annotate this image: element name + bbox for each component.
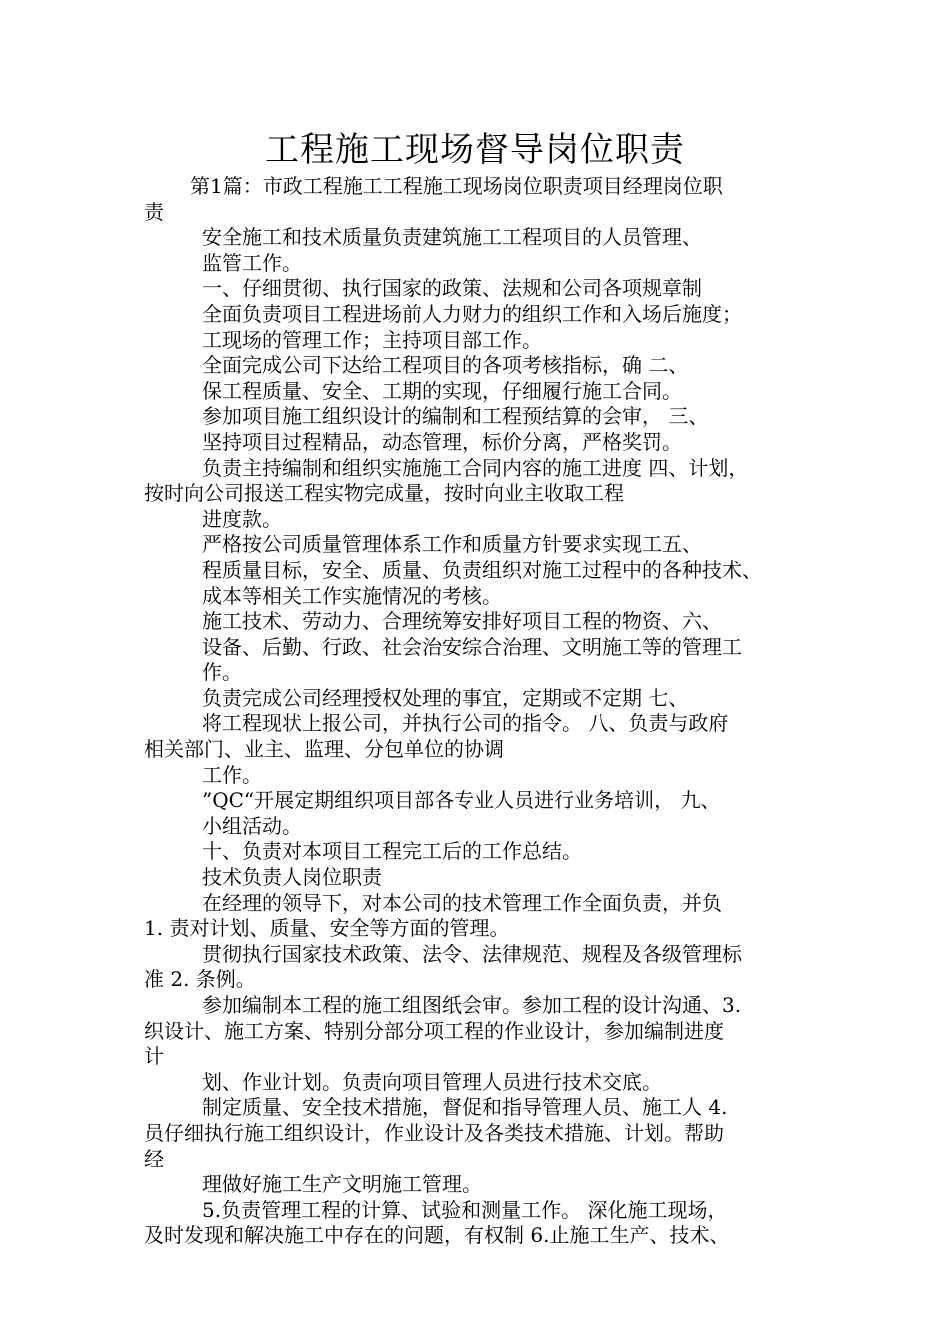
text-line: 1. 责对计划、质量、安全等方面的管理。 [144,916,510,941]
text-line: 第1篇：市政工程施工工程施工现场岗位职责项目经理岗位职 [190,174,723,198]
text-line: 设备、后勤、行政、社会治安综合治理、文明施工等的管理工 [202,634,742,659]
text-line: 负责完成公司经理授权处理的事宜，定期或不定期 七、 [202,685,689,710]
text-line: 准 2. 条例。 [144,967,256,992]
text-line: 及时发现和解决施工中存在的问题，有权制 6.止施工生产、技术、 [144,1223,730,1248]
text-line: 保工程质量、安全、工期的实现，仔细履行施工合同。 [202,378,682,403]
text-line: 将工程现状上报公司，并执行公司的指令。 八、负责与政府 [202,711,729,736]
text-line: 工现场的管理工作；主持项目部工作。 [202,327,542,352]
text-line: 5.负责管理工程的计算、试验和测量工作。 深化施工现场， [202,1197,728,1222]
text-line: ”QC“开展定期组织项目部各专业人员进行业务培训， 九、 [202,788,721,813]
text-line: 监管工作。 [202,250,302,275]
text-line: 划、作业计划。负责向项目管理人员进行技术交底。 [202,1069,662,1094]
text-line: 按时向公司报送工程实物完成量，按时向业主收取工程 [144,481,624,506]
text-line: 程质量目标，安全、质量、负责组织对施工过程中的各种技术、 [202,557,762,582]
text-line: 理做好施工生产文明施工管理。 [202,1172,482,1197]
text-line: 一、仔细贯彻、执行国家的政策、法规和公司各项规章制 [202,276,702,301]
text-line: 坚持项目过程精品，动态管理，标价分离，严格奖罚。 [202,429,682,454]
text-line: 计 [144,1044,164,1069]
text-line: 制定质量、安全技术措施，督促和指导管理人员、施工人 4. [202,1095,728,1120]
text-line: 作。 [202,660,242,685]
text-line: 责 [144,199,164,224]
text-line: 成本等相关工作实施情况的考核。 [202,583,502,608]
document-body [144,174,824,1249]
text-line: 参加项目施工组织设计的编制和工程预结算的会审， 三、 [202,404,709,429]
text-line: 全面负责项目工程进场前人力财力的组织工作和入场后施度； [202,301,742,326]
text-line: 全面完成公司下达给工程项目的各项考核指标，确 二、 [202,353,689,378]
document-title: 工程施工现场督导岗位职责 [265,130,685,170]
text-line: 在经理的领导下，对本公司的技术管理工作全面负责，并负 [202,890,722,915]
text-line: 贯彻执行国家技术政策、法令、法律规范、规程及各级管理标 [202,941,742,966]
text-line: 经 [144,1146,164,1171]
text-line: 负责主持编制和组织实施施工合同内容的施工进度 四、计划， [202,455,749,480]
text-line: 员仔细执行施工组织设计，作业设计及各类技术措施、计划。帮助 [144,1120,724,1145]
text-line: 参加编制本工程的施工组图纸会审。参加工程的设计沟通、3. [202,993,742,1017]
text-line: 进度款。 [202,506,282,531]
text-line: 施工技术、劳动力、合理统筹安排好项目工程的物资、六、 [202,609,722,634]
text-line: 工作。 [202,762,262,787]
text-line: 相关部门、业主、监理、分包单位的协调 [144,737,504,762]
text-line: 安全施工和技术质量负责建筑施工工程项目的人员管理、 [202,225,702,250]
text-line: 技术负责人岗位职责 [202,865,382,890]
text-line: 十、负责对本项目工程完工后的工作总结。 [202,839,582,864]
text-line: 严格按公司质量管理体系工作和质量方针要求实现工五、 [202,532,702,557]
text-line: 织设计、施工方案、特别分部分项工程的作业设计，参加编制进度 [144,1018,724,1043]
text-line: 小组活动。 [202,813,302,838]
